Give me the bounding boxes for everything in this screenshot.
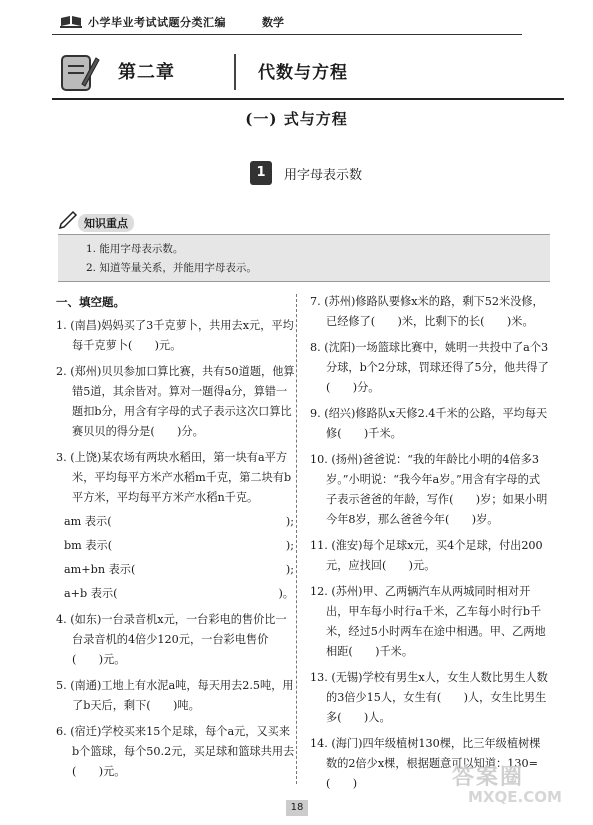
blank-close: ); (285, 515, 294, 528)
blank-line (64, 560, 294, 580)
chapter-divider (234, 54, 236, 90)
column-divider (296, 294, 297, 784)
pen-icon (58, 210, 78, 230)
question-item: 4. (如东)一台录音机x元，一台彩电的售价比一台录音机的4倍少120元，一台彩电售价( )元。 (56, 613, 287, 666)
page-number: 18 (286, 800, 308, 816)
key-points-box (58, 234, 550, 282)
question-item: 10. (扬州)爸爸说：“我的年龄比小明的4倍多3岁。”小明说：“我今年a岁。”用含有字母的式子表示爸爸的年龄，写作( )岁；如果小明今年8岁，那么爸爸今年( )岁。 (310, 453, 548, 526)
watermark-url: MXQE.COM (468, 788, 562, 806)
book-title: 小学毕业考试试题分类汇编 (88, 16, 226, 29)
question-item: 5. (南通)工地上有水泥a吨，每天用去2.5吨，用了b天后，剩下( )吨。 (56, 679, 294, 712)
blank-label: am+bn 表示( (64, 563, 136, 576)
question-item: 11. (淮安)每个足球x元，买4个足球，付出200元，应找回( )元。 (310, 539, 543, 572)
blank-line (64, 536, 294, 556)
blank-label: bm 表示( (64, 539, 113, 552)
chapter-title: 代数与方程 (258, 63, 348, 83)
question-item: 2. (郑州)贝贝参加口算比赛，共有50道题，他算错5道，其余皆对。算对一题得a分，算错一题扣b分，用含有字母的式子表示这次口算比赛贝贝的得分是( )分。 (56, 365, 295, 438)
question-item: 9. (绍兴)修路队x天修2.4千米的公路，平均每天修( )千米。 (310, 407, 548, 440)
right-column (310, 292, 550, 794)
lesson-title: 用字母表示数 (284, 168, 363, 183)
notebook-pencil-icon (60, 52, 100, 92)
blank-line (64, 584, 294, 604)
key-points-label: 知识重点 (78, 214, 134, 232)
blank-close: )。 (278, 587, 294, 600)
blank-line (64, 512, 294, 532)
section-title: (一) 式与方程 (245, 110, 348, 128)
fill-blank-heading: 一、填空题。 (56, 295, 125, 309)
blank-close: ); (285, 563, 294, 576)
blank-label: am 表示( (64, 515, 112, 528)
key-point-item: 1. 能用字母表示数。 (86, 243, 184, 255)
question-item: 6. (宿迁)学校买来15个足球，每个a元，又买来b个篮球，每个50.2元，买足球和篮球共用去( )元。 (56, 725, 295, 778)
question-item: 7. (苏州)修路队要修x米的路，剩下52米没修，已经修了( )米，比剩下的长( )米。 (310, 295, 544, 328)
chapter-banner (52, 46, 564, 100)
key-points-header (58, 210, 178, 232)
blank-close: ); (285, 539, 294, 552)
question-item: 14. (海门)四年级植树130棵，比三年级植树棵数的2倍少x棵，根据题意可以知道：130=( ) (310, 737, 541, 790)
lesson-number: 1 (250, 161, 272, 185)
question-item: 13. (无锡)学校有男生x人，女生人数比男生人数的3倍少15人，女生有( )人，女生比男生多( )人。 (310, 671, 548, 724)
left-column (56, 292, 296, 782)
subject-label: 数学 (262, 16, 284, 29)
question-item: 1. (南昌)妈妈买了3千克萝卜，共用去x元，平均每千克萝卜( )元。 (56, 319, 294, 352)
running-header (52, 10, 522, 35)
question-item: 8. (沈阳)一场篮球比赛中，姚明一共投中了a个3分球，b个2分球，罚球还得了5分，他共得了( )分。 (310, 341, 549, 394)
question-item: 3. (上饶)某农场有两块水稻田，第一块有a平方米，平均每平方米产水稻m千克，第二块有b平方米，平均每平方米产水稻n千克。 (56, 451, 292, 504)
blank-label: a+b 表示( (64, 587, 118, 600)
question-item: 12. (苏州)甲、乙两辆汽车从两城同时相对开出，甲车每小时行a千米，乙车每小时行b千米，经过5小时两车在途中相遇。甲、乙两地相距( )千米。 (310, 585, 546, 658)
key-point-item: 2. 知道等量关系，并能用字母表示。 (86, 262, 257, 274)
chapter-number: 第二章 (118, 62, 175, 83)
watermark-logo: 答案圈 (452, 765, 525, 790)
books-icon (60, 14, 82, 28)
